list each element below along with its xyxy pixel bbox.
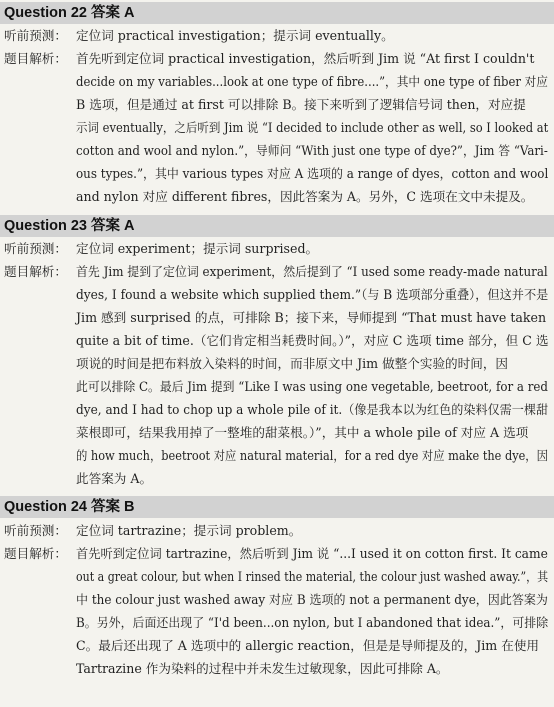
q24-prediction-text: 定位词 tartrazine；提示词 problem。 [76, 523, 302, 538]
q23-analysis-line: dye, and I had to chop up a whole pile of it.（像是我本以为红色的染料仅需一棵甜 [76, 402, 549, 417]
q23-analysis-line: 的 how much，beetroot 对应 natural material，for a red dye 对应 make the dye，因 [76, 448, 548, 463]
q23-prediction-label: 听前预测： [4, 241, 67, 256]
q24-analysis-line: out a great colour, but when I rinsed the material, the colour just washed away.”，其 [76, 569, 549, 584]
q22-analysis-line: ous types.”，其中 various types 对应 A 选项的 a range of dyes，cotton and wool [76, 166, 549, 181]
q22-analysis-line: decide on my variables...look at one type of fibre....”，其中 one type of fiber 对应 [76, 74, 548, 89]
q23-analysis-line: dyes, I found a website which supplied them.”（与 B 选项部分重叠），但这并不是 [76, 287, 549, 302]
q22-analysis-line: B 选项，但是通过 at first 可以排除 B。接下来听到了逻辑信号词 then，对应提 [76, 97, 526, 112]
q24-analysis-line: 首先听到定位词 tartrazine，然后听到 Jim 说 “...I used it on cotton first. It came [76, 546, 548, 561]
q22-analysis-line: cotton and wool and nylon.”，导师问 “With just one type of dye?”，Jim 答 “Vari- [76, 143, 548, 158]
question-24-header: Question 24 答案 B [0, 496, 554, 518]
q22-analysis-line: and nylon 对应 different fibres，因此答案为 A。另外，C 选项在文中未提及。 [76, 189, 534, 204]
q23-analysis-line: 此可以排除 C。最后 Jim 提到 “Like I was using one vegetable, beetroot, for a red [76, 379, 548, 394]
q24-analysis-line: Tartrazine 作为染料的过程中并未发生过敏现象，因此可排除 A。 [76, 661, 449, 676]
q23-analysis-line: 项说的时间是把布料放入染料的时间，而非原文中 Jim 做整个实验的时间，因 [76, 356, 509, 371]
q22-analysis-line: 首先听到定位词 practical investigation，然后听到 Jim 说 “At first I couldn't [76, 51, 535, 66]
question-23-header: Question 23 答案 A [0, 215, 554, 237]
q22-analysis-label: 题目解析： [4, 51, 67, 66]
q23-analysis-line: Jim 感到 surprised 的点，可排除 B；接下来，导师提到 “That must have taken [76, 310, 547, 325]
q23-prediction-text: 定位词 experiment；提示词 surprised。 [76, 241, 319, 256]
q24-prediction-label: 听前预测： [4, 523, 67, 538]
q22-prediction-label: 听前预测： [4, 28, 67, 43]
q23-analysis-label: 题目解析： [4, 264, 67, 279]
q24-analysis-label: 题目解析： [4, 546, 67, 561]
q22-prediction-text: 定位词 practical investigation；提示词 eventually。 [76, 28, 394, 43]
q24-analysis-line: 中 the colour just washed away 对应 B 选项的 not a permanent dye，因此答案为 [76, 592, 548, 607]
q23-analysis-line: 此答案为 A。 [76, 471, 153, 486]
q23-analysis-line: 首先 Jim 提到了定位词 experiment，然后提到了 “I used some ready-made natural [76, 264, 548, 279]
q22-analysis-line: 示词 eventually，之后听到 Jim 说 “I decided to include other as well, so I looked at [76, 120, 549, 135]
q23-analysis-line: 菜根即可，结果我用掉了一整堆的甜菜根。）”，其中 a whole pile of 对应 A 选项 [76, 425, 529, 440]
q23-analysis-line: quite a bit of time.（它们肯定相当耗费时间。）”，对应 C 选项 time 部分，但 C 选 [76, 333, 549, 348]
question-22-header: Question 22 答案 A [0, 2, 554, 24]
q24-analysis-line: B。另外，后面还出现了 “I'd been...on nylon, but I abandoned that idea.”，可排除 [76, 615, 549, 630]
q24-analysis-line: C。最后还出现了 A 选项中的 allergic reaction，但是是导师提及的，Jim 在使用 [76, 638, 540, 653]
